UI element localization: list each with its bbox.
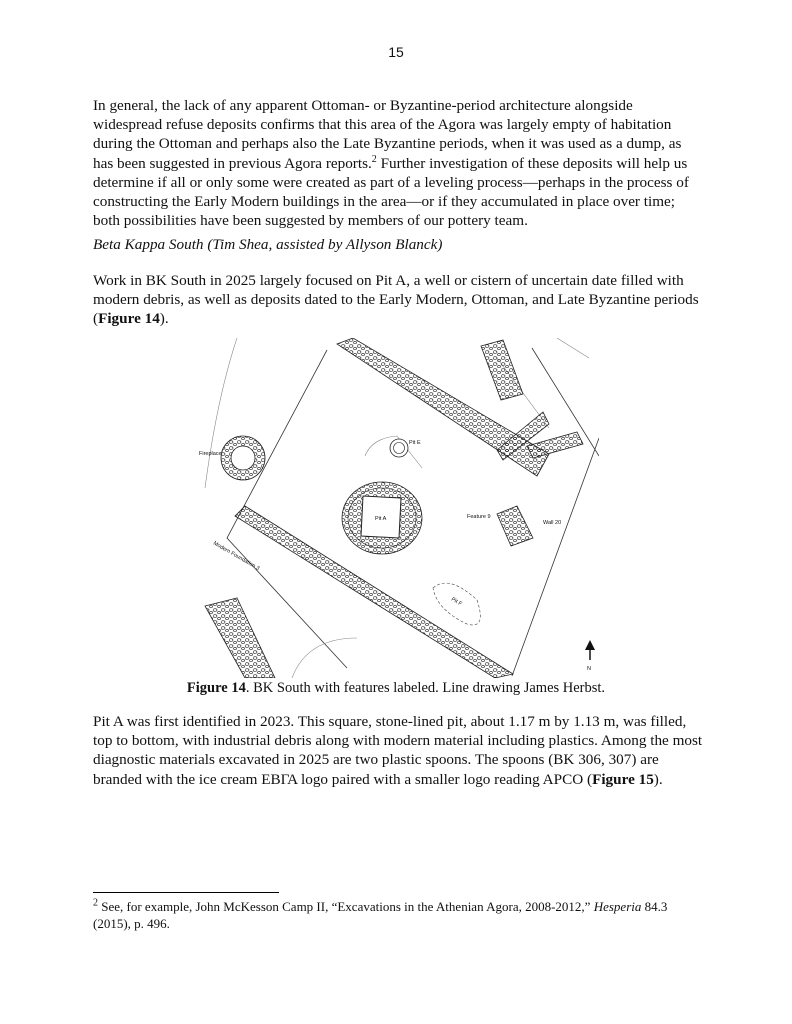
upper-rubble-wall [337,338,583,476]
footnote-text: See, for example, John McKesson Camp II, “Excavations in the Athenian Agora, 2008-2012,” [98,899,594,914]
paragraph-text: Pit A was first identified in 2023. This square, stone-lined pit, about 1.17 m by 1.13 m, was filled, top to bottom, with industrial debris along with modern material including plastics. Among the most diagnostic materials excavated in 2025 are two plastic spoons. The spoons (BK 306, 307) are branded with the ice cream ΕΒΓΑ logo paired with a smaller logo reading APCO ( [93,713,703,788]
footnote-reference[interactable]: 2 [371,153,377,165]
pit-e-label: Pit E [409,440,421,446]
pit-f-label: Pit F [450,596,463,608]
paragraph-text: Work in BK South in 2025 largely focused on Pit A, a well or cistern of uncertain date filled with modern debris, as well as deposits dated to the Early Modern, Ottoman, and Late Byzantine periods ( [93,272,699,328]
pit-a-label: Pit A [375,516,387,522]
lower-rubble-wall [205,598,275,678]
fireplace-label: Fireplace [199,451,222,457]
figure-reference[interactable]: Figure 14 [98,310,160,328]
north-arrow [585,640,595,672]
feature-9 [497,506,533,546]
paragraph-habitation [93,96,705,230]
figure-caption [0,680,792,697]
pit-e-feature [390,439,408,457]
figure-reference[interactable]: Figure 15 [592,770,654,788]
caption-label: Figure 14 [186,680,246,696]
paragraph-text: Further investigation of these deposits will help us determine if all or only some were created as part of a leveling process—perhaps in the process of constructing the Early Modern buildings in the area—or if they accumulated in place over time; both possibilities have been suggested by members of our pottery team. [93,154,689,230]
paragraph-text: ). [653,770,663,788]
site-plan-drawing [197,338,599,678]
journal-title: Hesperia [593,899,642,914]
page-number: 15 [388,44,404,60]
footnote-number: 2 [93,897,98,909]
fireplace-feature [221,436,265,480]
paragraph-text: ). [159,310,169,328]
caption-text: . BK South with features labeled. Line drawing James Herbst. [245,680,606,696]
feature-9-label: Feature 9 [467,514,491,520]
wall-20-label: Wall 20 [543,520,562,526]
paragraph-pit-a [93,712,705,789]
footnote-text: 84.3 (2015), p. 496. [93,899,668,931]
footnote [93,899,705,932]
paragraph-text: In general, the lack of any apparent Ottoman- or Byzantine-period architecture alongside widespread refuse deposits confirms that this area of the Agora was largely empty of habitation during the Ottoman and perhaps also the Late Byzantine periods, when it was used as a dump, as has been suggested in previous Agora reports. [93,97,682,172]
site-plan-figure [197,338,599,678]
paragraph-bk-south [93,271,705,329]
footnote-divider [93,892,279,893]
north-label: N [587,666,591,672]
section-heading: Beta Kappa South (Tim Shea, assisted by Allyson Blanck) [93,236,443,253]
modern-foundation-label: Modern Foundation 3 [212,540,261,572]
north-arrow-icon [585,640,595,650]
